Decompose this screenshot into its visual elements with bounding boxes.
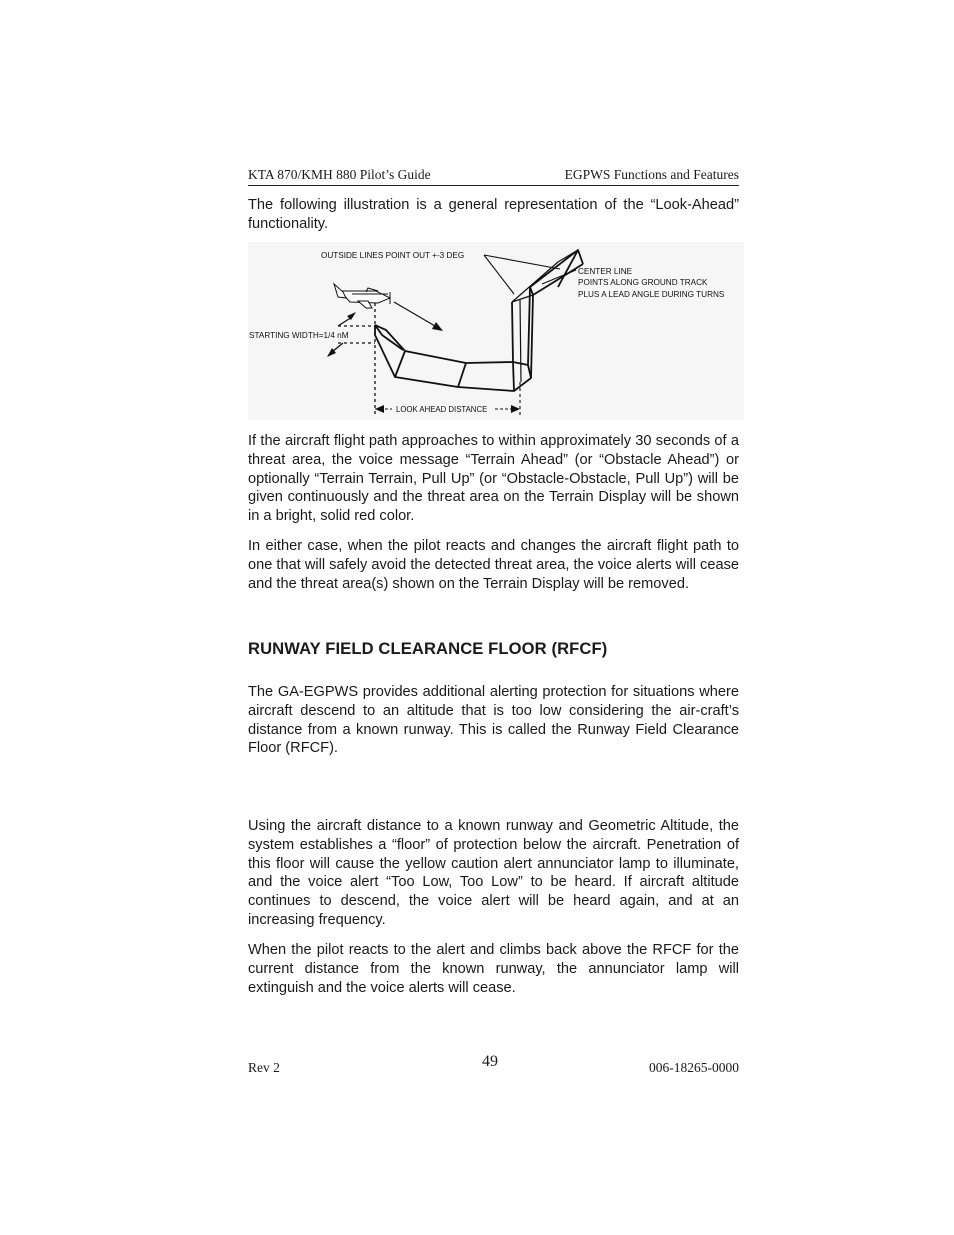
lead-angle-label: PLUS A LEAD ANGLE DURING TURNS (578, 290, 725, 299)
starting-width-label: STARTING WIDTH=1/4 nM (249, 331, 349, 340)
document-number: 006-18265-0000 (649, 1060, 739, 1075)
section-heading-rfcf: RUNWAY FIELD CLEARANCE FLOOR (RFCF) (248, 639, 608, 658)
look-ahead-illustration (248, 242, 744, 420)
threat-alert-paragraph: If the aircraft flight path approaches to within approximately 30 seconds of a threat area, the voice message “Terrain Ahead” (or “Obstacle Ahead”) or optionally “Terrain Terrain, Pull Up” (or “Obstacle-Obstacle, Pull Up”) will be given continuously and the threat area on the Terrain Display will be shown in a bright, solid red color. (248, 433, 739, 525)
intro-paragraph: The following illustration is a general representation of the “Look-Ahead” functionality. (248, 197, 739, 232)
page-number: 49 (482, 1053, 498, 1070)
revision-label: Rev 2 (248, 1060, 280, 1075)
page-header (248, 166, 739, 186)
look-ahead-diagram (248, 242, 744, 420)
rfcf-recovery-paragraph: When the pilot reacts to the alert and climbs back above the RFCF for the current distance from the known runway, the annunciator lamp will extinguish and the voice alerts will cease. (248, 942, 739, 996)
look-ahead-distance-label: LOOK AHEAD DISTANCE (396, 405, 488, 414)
header-guide-title: KTA 870/KMH 880 Pilot’s Guide (248, 167, 431, 182)
rfcf-intro-paragraph: The GA-EGPWS provides additional alerting protection for situations where aircraft descend to an altitude that is too low considering the air-craft’s distance from a known runway. This is called the Runway Field Clearance Floor (RFCF). (248, 684, 739, 757)
ground-track-label: POINTS ALONG GROUND TRACK (578, 278, 708, 287)
outside-lines-label: OUTSIDE LINES POINT OUT +-3 DEG (321, 251, 465, 260)
rfcf-floor-paragraph: Using the aircraft distance to a known runway and Geometric Altitude, the system establishes a “floor” of protection below the aircraft. Penetration of this floor will cause the yellow caution alert annunciator lamp to illuminate, and the voice alert “Too Low, Too Low” to be heard. If aircraft altitude continues to descend, the voice alert will be heard again, and at an increasing frequency. (248, 818, 739, 928)
avoidance-paragraph: In either case, when the pilot reacts and changes the aircraft flight path to one that will safely avoid the detected threat area, the voice alerts will cease and the threat area(s) shown on the Terrain Display will be removed. (248, 538, 739, 592)
header-section-title: EGPWS Functions and Features (564, 167, 739, 182)
center-line-label: CENTER LINE (578, 267, 633, 276)
page-footer (248, 1053, 739, 1078)
